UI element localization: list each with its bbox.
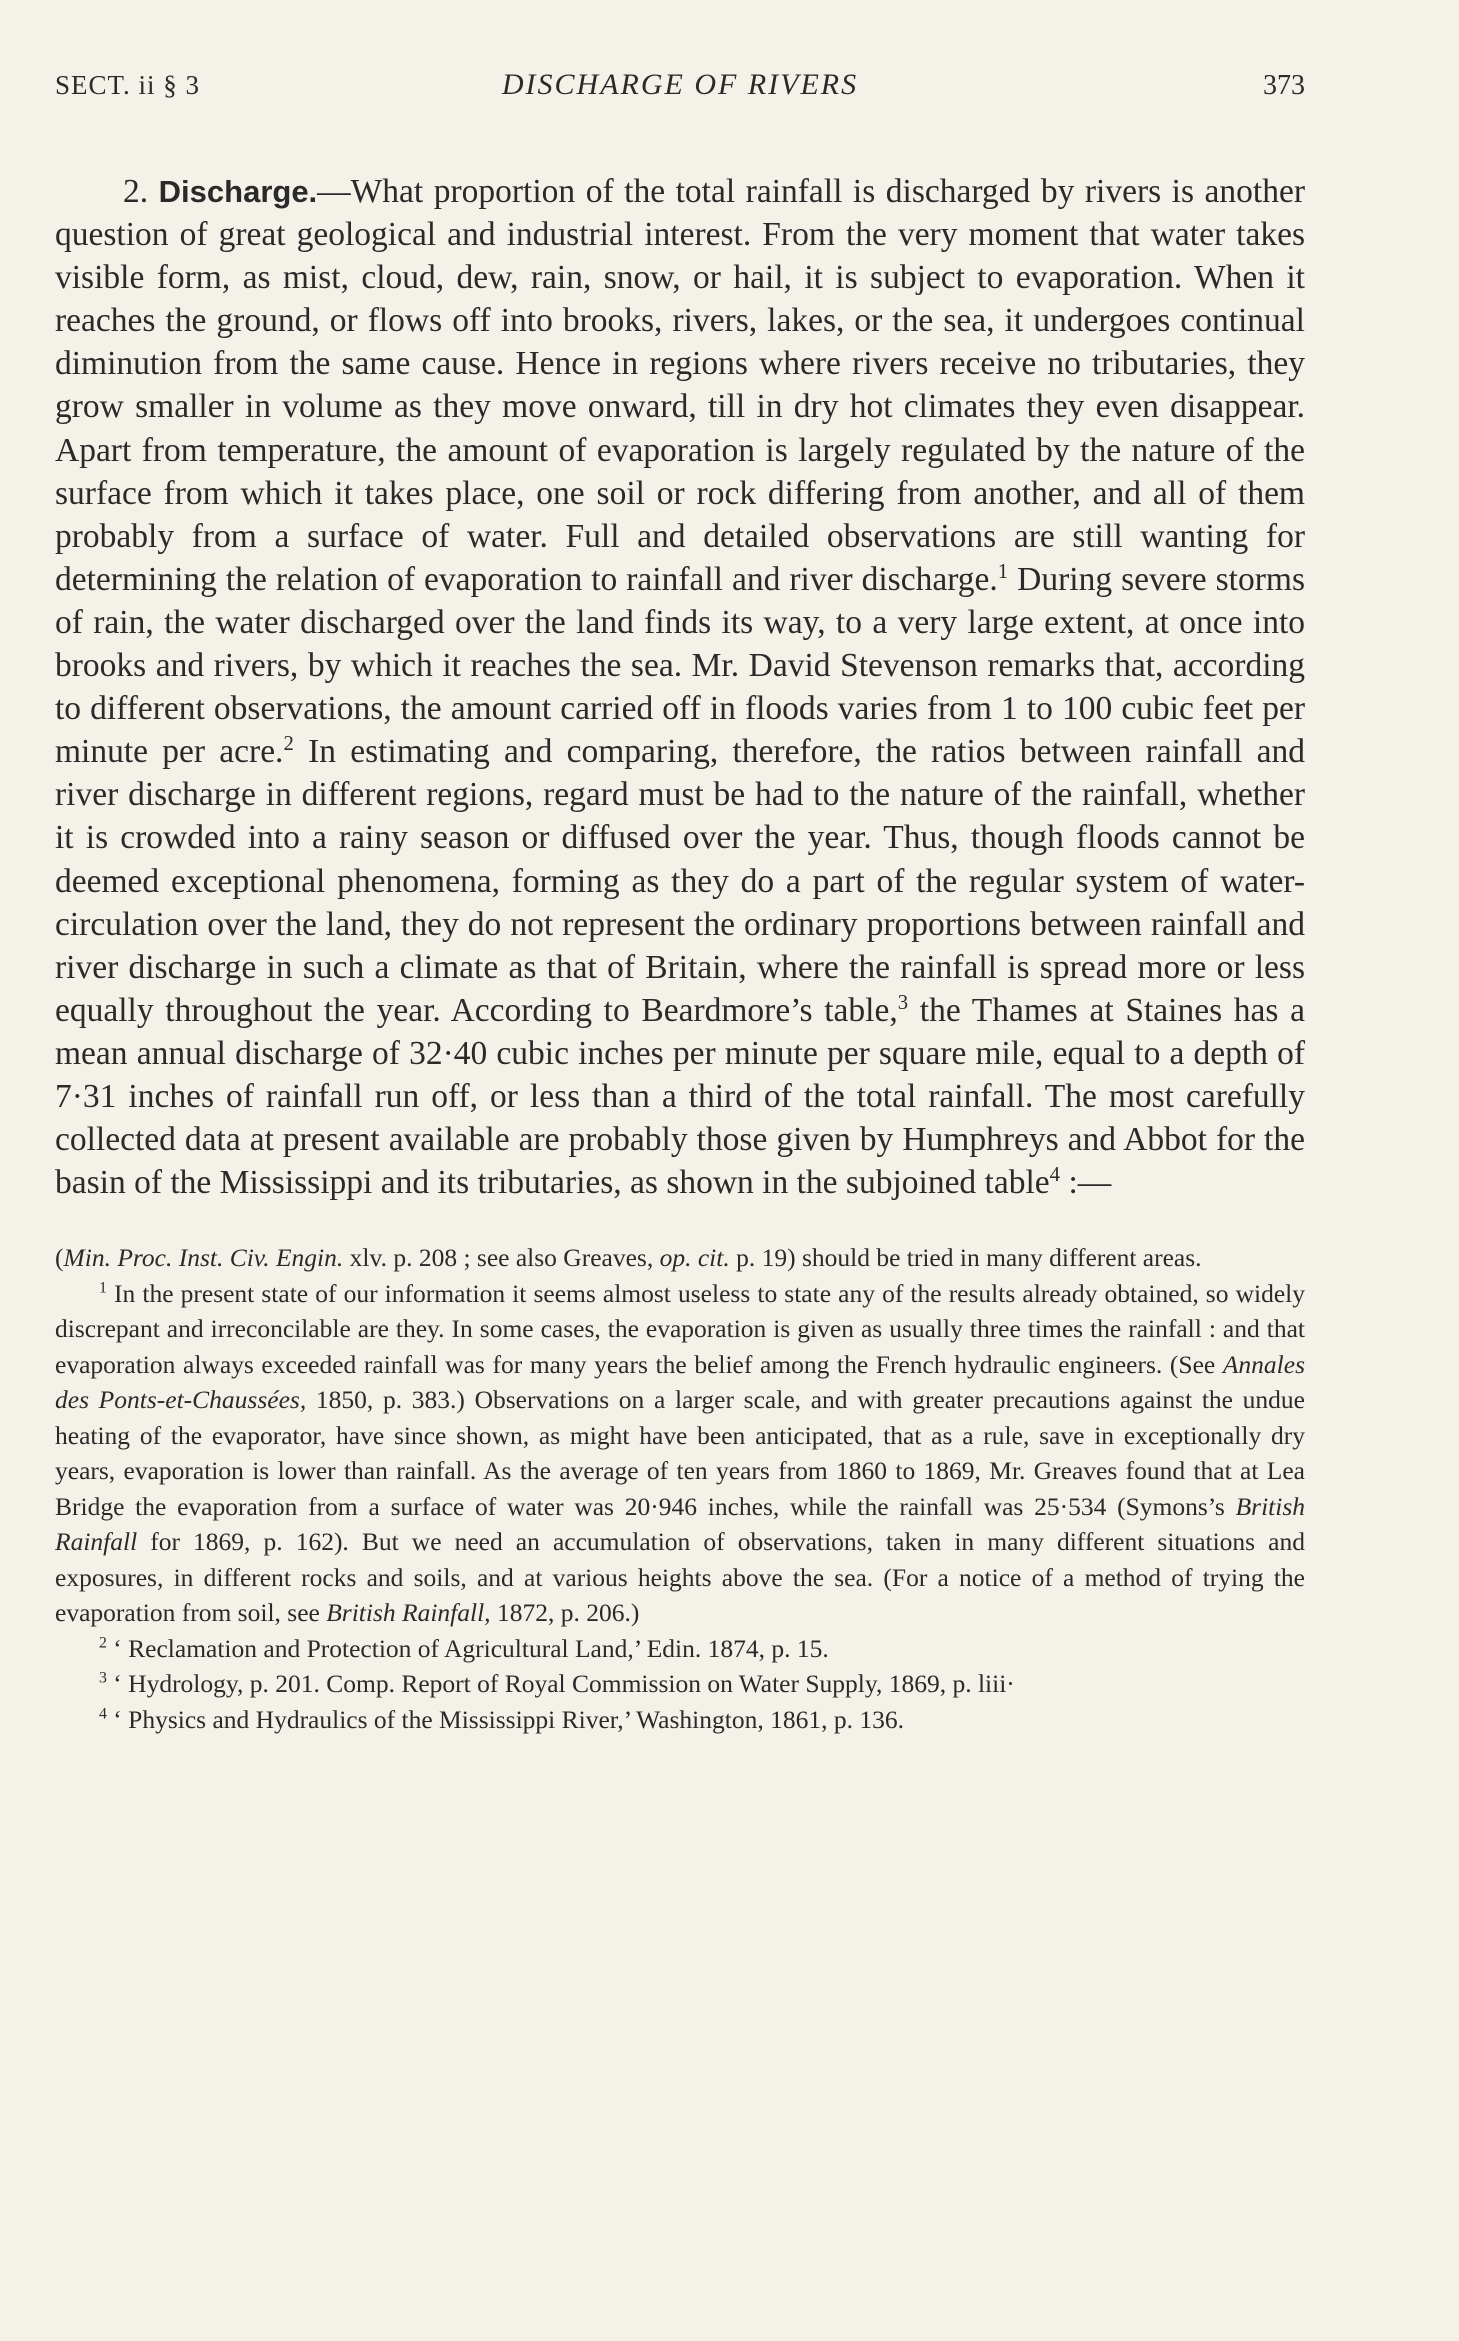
footnote-marker: 2 bbox=[99, 1634, 107, 1652]
footnote-text: ‘ Physics and Hydraulics of the Mississippi River,’ Washington, 1861, p. 136. bbox=[106, 1704, 904, 1734]
discharge-paragraph bbox=[55, 170, 1305, 1204]
footnotes bbox=[55, 1240, 1305, 1737]
footnote-4 bbox=[55, 1702, 1305, 1738]
footnote-text: xlv. p. 208 ; see also Greaves, bbox=[343, 1243, 660, 1273]
footnote-ref: 2 bbox=[283, 732, 294, 756]
paragraph-text: —What proportion of the total rainfall is discharged by rivers is another question of great geological and industrial interest. From the very moment that water takes visible form, as mist, cloud, dew, rain, snow, or hail, it is subject to evaporation. When it reaches the ground, or flows off into brooks, rivers, lakes, or the sea, it undergoes continual diminution from the same cause. Hence in regions where rivers receive no tributaries, they grow smaller in volume as they move onward, till in dry hot climates they even disappear. Apart from temperature, the amount of evaporation is largely regulated by the nature of the surface from which it takes place, one soil or rock differing from another, and all of them probably from a surface of water. Full and detailed observations are still wanting for determining the relation of evaporation to rainfall and river discharge. bbox=[55, 173, 1305, 598]
footnote-marker: 3 bbox=[99, 1669, 107, 1687]
main-text bbox=[55, 170, 1305, 1204]
citation: British Rainfall, bbox=[326, 1598, 491, 1628]
footnote-text: p. 19) should be tried in many different areas. bbox=[729, 1243, 1202, 1273]
footnote-text: for 1869, p. 162). But we need an accumulation of observations, taken in many different situations and exposures, in different rocks and soils, and at various heights above the sea. (For a notice of a method of trying the evaporation from soil, see bbox=[55, 1527, 1305, 1628]
paragraph-heading: Discharge. bbox=[158, 174, 318, 209]
paragraph-text: During severe storms of rain, the water discharged over the land finds its way, to a very large extent, at once into brooks and rivers, by which it reaches the sea. Mr. David Stevenson remarks that, according to different observations, the amount carried off in floods varies from 1 to 100 cubic feet per minute per acre. bbox=[55, 560, 1305, 771]
footnote-text: In the present state of our information it seems almost useless to state any of the results already obtained, so widely discrepant and irreconcilable are they. In some cases, the evaporation is given as usually three times the rainfall : and that evaporation always exceeded rainfall was for many years the belief among the French hydraulic engineers. (See bbox=[55, 1278, 1305, 1379]
citation: Min. Proc. Inst. Civ. Engin. bbox=[63, 1243, 344, 1273]
running-head bbox=[55, 60, 1305, 120]
footnote-continuation: (Min. Proc. Inst. Civ. Engin. xlv. p. 208 ; see also Greaves, op. cit. p. 19) should be tried in many different areas. bbox=[55, 1243, 1202, 1273]
paragraph-text: the Thames at Staines has a mean annual discharge of 32·40 cubic inches per minute per square mile, equal to a depth of 7·31 inches of rainfall run off, or less than a third of the total rainfall. The most carefully collected data at present available are probably those given by Humphreys and Abbot for the basin of the Mississippi and its tributaries, as shown in the subjoined table bbox=[55, 991, 1305, 1202]
footnote-3 bbox=[55, 1666, 1305, 1702]
citation: Annales des Ponts-et-Chaussées, bbox=[55, 1349, 1305, 1415]
footnote-text: ‘ Hydrology, p. 201. Comp. Report of Royal Commission on Water Supply, 1869, p. liii· bbox=[106, 1669, 1015, 1699]
paragraph-text: :— bbox=[1060, 1164, 1112, 1202]
citation: op. cit. bbox=[659, 1243, 730, 1273]
page-title: DISCHARGE OF RIVERS bbox=[501, 68, 859, 101]
footnote-marker: 4 bbox=[99, 1705, 107, 1723]
footnote-ref: 4 bbox=[1049, 1163, 1061, 1186]
paragraph-text: In estimating and comparing, therefore, the ratios between rainfall and river discharge in different regions, regard must be had to the nature of the rainfall, whether it is crowded into a rainy season or diffused over the year. Thus, though floods cannot be deemed exceptional phenomena, forming as they do a part of the regular system of water-circulation over the land, they do not represent the ordinary proportions between rainfall and river discharge in such a climate as that of Britain, where the rainfall is spread more or less equally throughout the year. According to Beardmore’s table, bbox=[55, 733, 1305, 1029]
footnote-2 bbox=[55, 1631, 1305, 1667]
footnote-ref: 1 bbox=[997, 559, 1009, 583]
book-page bbox=[55, 60, 1305, 1737]
footnote-text: ‘ Reclamation and Protection of Agricultural Land,’ Edin. 1874, p. 15. bbox=[106, 1633, 829, 1663]
paragraph-number: 2. bbox=[123, 173, 149, 210]
footnote-text: 1872, p. 206.) bbox=[490, 1598, 640, 1628]
footnote-ref: 3 bbox=[897, 990, 909, 1014]
page-number: 373 bbox=[1263, 70, 1305, 101]
section-label: SECT. ii § 3 bbox=[55, 70, 201, 100]
footnote-marker: 1 bbox=[99, 1279, 107, 1297]
footnote-text: 1850, p. 383.) Observations on a larger scale, and with greater precautions against the undue heating of the evaporator, have since shown, as might have been anticipated, that as a rule, save in exceptionally dry years, evaporation is lower than rainfall. As the average of ten years from 1860 to 1869, Mr. Greaves found that at Lea Bridge the evaporation from a surface of water was 20·946 inches, while the rainfall was 25·534 (Symons’s bbox=[55, 1385, 1305, 1521]
footnote-1 bbox=[55, 1276, 1305, 1631]
citation: British Rainfall bbox=[55, 1491, 1305, 1557]
